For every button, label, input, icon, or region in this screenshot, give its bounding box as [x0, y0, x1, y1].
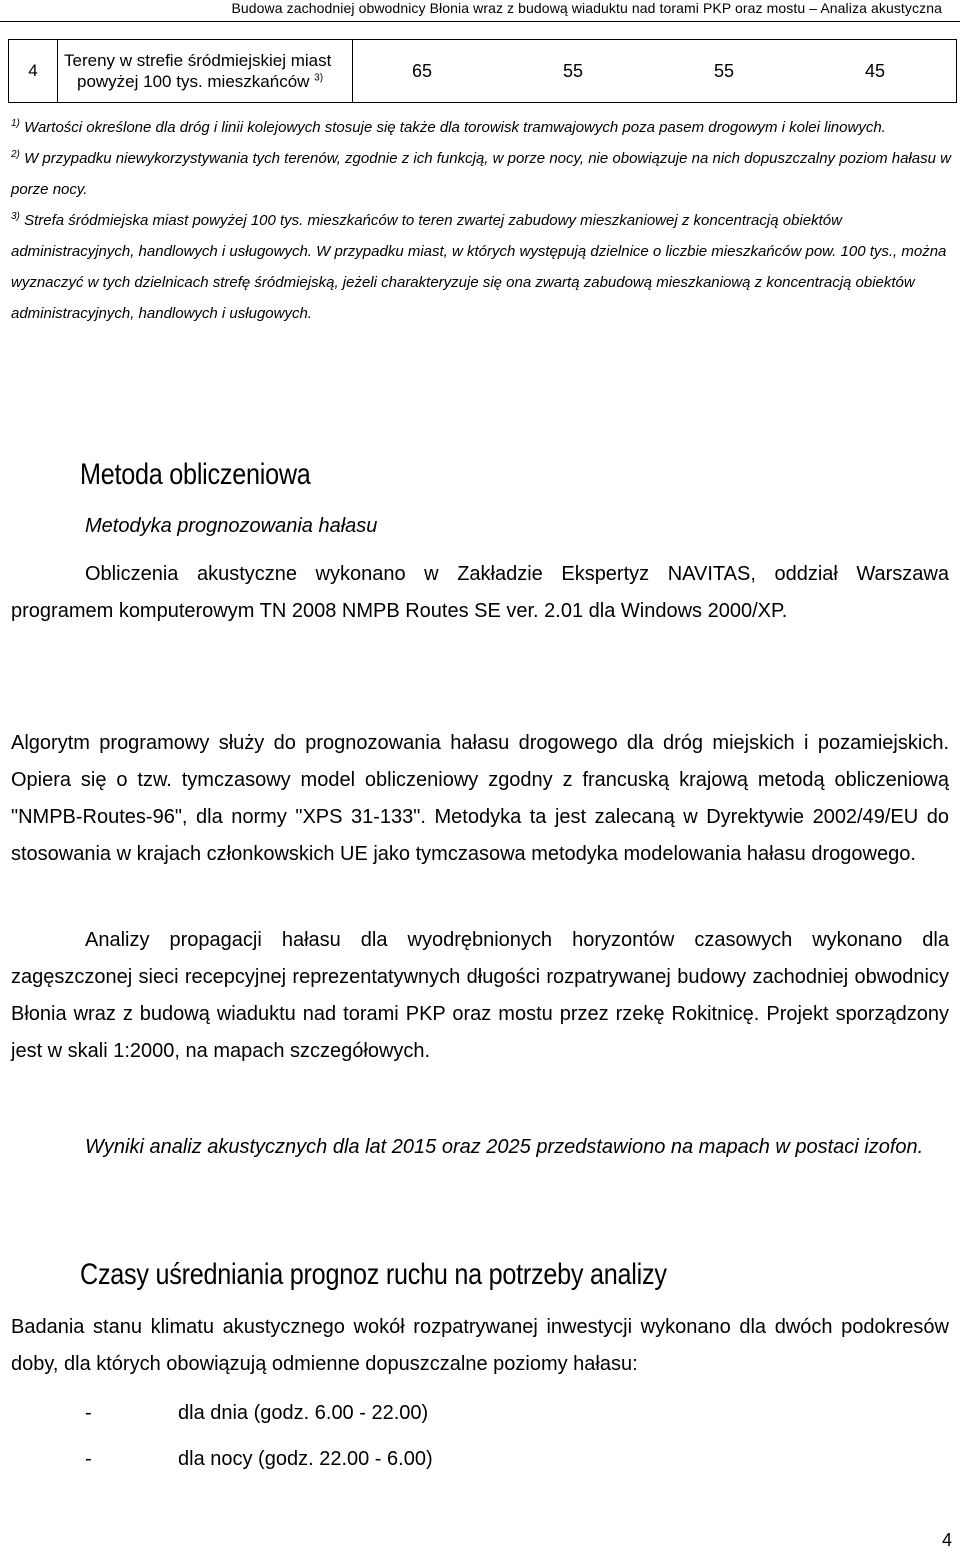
- page-header: [0, 0, 960, 22]
- row-description-line1: Tereny w strefie śródmiejskiej miast: [64, 51, 332, 70]
- value-cell: 45: [864, 60, 885, 81]
- row-number: 4: [9, 40, 58, 103]
- footnote-text: Strefa śródmiejska miast powyżej 100 tys. mieszkańców to teren zwartej zabudowy mieszkaniowej z koncentracją obiektów administracyjnych, handlowych i usługowych. W przypadku miast, w których występują dzielnice o liczbie mieszkańców pow. 100 tys., można wyznaczyć w tych dzielnicach strefę śródmiejską, jeżeli charakteryzuje się ona zwartą zabudową mieszkaniową z koncentracją obiektów administracyjnych, handlowych i usługowych.: [11, 212, 947, 322]
- paragraph-analysis: Analizy propagacji hałasu dla wyodrębnionych horyzontów czasowych wykonano dla zagęszczonej sieci recepcyjnej reprezentatywnych długości rozpatrywanej budowy zachodniej obwodnicy Błonia wraz z budową wiaduktu nad torami PKP oraz mostu przez rzekę Rokitnicę. Projekt sporządzony jest w skali 1:2000, na mapach szczegółowych.: [11, 929, 949, 1062]
- noise-limits-table: [8, 39, 957, 103]
- footnote-1: [11, 112, 951, 143]
- list-item-text: dla dnia (godz. 6.00 - 22.00): [178, 1402, 429, 1424]
- value-cell: 55: [562, 60, 584, 81]
- footnote-marker: 2): [11, 149, 20, 160]
- row-description: [58, 40, 353, 103]
- value-cell: 65: [412, 60, 433, 81]
- footnote-2: [11, 143, 951, 205]
- footnotes: [11, 112, 951, 329]
- list-dash: -: [85, 1402, 92, 1424]
- list-dash: -: [85, 1448, 92, 1470]
- section-heading-averaging: Czasy uśredniania prognoz ruchu na potrzeby analizy: [80, 1258, 667, 1291]
- table-row: [9, 40, 957, 103]
- footnote-text: Wartości określone dla dróg i linii kolejowych stosuje się także dla torowisk tramwajowych poza pasem drogowym i kolei linowych.: [24, 119, 886, 136]
- list-item-text: dla nocy (godz. 22.00 - 6.00): [178, 1448, 433, 1470]
- document-title: Budowa zachodniej obwodnicy Błonia wraz z budową wiaduktu nad torami PKP oraz mostu – Analiza akustyczna: [231, 0, 942, 16]
- value-cell: 55: [713, 60, 734, 81]
- paragraph-results: Wyniki analiz akustycznych dla lat 2015 oraz 2025 przedstawiono na mapach w postaci izofon.: [85, 1136, 924, 1158]
- footnote-text: W przypadku niewykorzystywania tych terenów, zgodnie z ich funkcją, w porze nocy, nie obowiązuje na nich dopuszczalny poziom hałasu w porze nocy.: [11, 150, 951, 198]
- footnote-3: [11, 205, 951, 329]
- paragraph-study: Badania stanu klimatu akustycznego wokół rozpatrywanej inwestycji wykonano dla dwóch podokresów doby, dla których obowiązują odmienne dopuszczalne poziomy hałasu:: [11, 1316, 949, 1375]
- footnote-ref: 3): [314, 72, 324, 84]
- row-description-line2: powyżej 100 tys. mieszkańców: [77, 72, 310, 91]
- paragraph-algorithm: Algorytm programowy służy do prognozowania hałasu drogowego dla dróg miejskich i pozamiejskich. Opiera się o tzw. tymczasowy model obliczeniowy zgodny z francuską krajową metodą obliczeniową "NMPB-Routes-96", dla normy "XPS 31-133". Metodyka ta jest zalecaną w Dyrektywie 2002/49/EU do stosowania w krajach członkowskich UE jako tymczasowa metodyka modelowania hałasu drogowego.: [11, 732, 949, 865]
- footnote-marker: 3): [11, 211, 20, 222]
- section-heading-method: Metoda obliczeniowa: [80, 458, 311, 491]
- subheading-methodology: Metodyka prognozowania hałasu: [85, 515, 378, 537]
- footnote-marker: 1): [11, 118, 20, 129]
- row-values: [353, 40, 957, 103]
- page-number: 4: [941, 1530, 952, 1550]
- paragraph-calculations: Obliczenia akustyczne wykonano w Zakładzie Ekspertyz NAVITAS, oddział Warszawa programem komputerowym TN 2008 NMPB Routes SE ver. 2.01 dla Windows 2000/XP.: [11, 563, 949, 622]
